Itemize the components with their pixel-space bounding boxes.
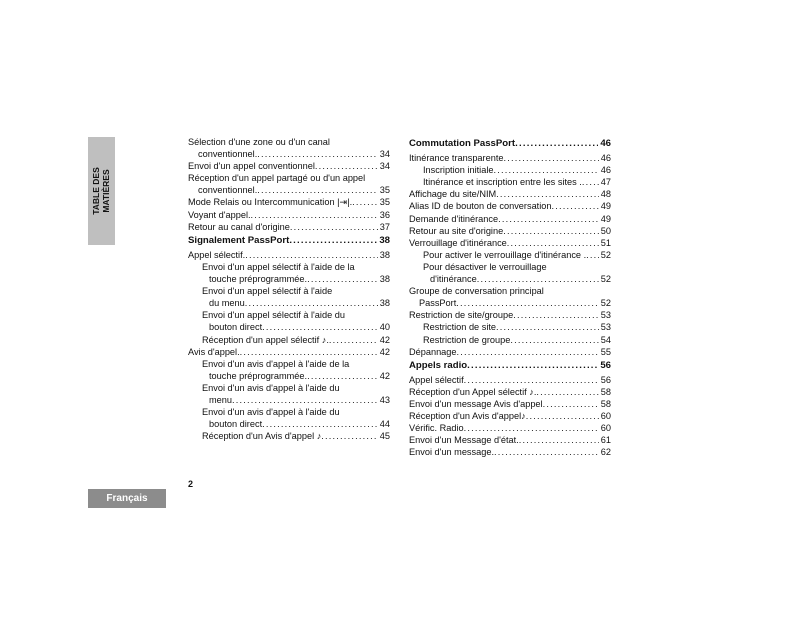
toc-page-number: 62 [600, 447, 611, 458]
toc-page-number: 50 [600, 225, 611, 236]
dot-leader [232, 394, 378, 406]
toc-page-number: 55 [600, 346, 611, 357]
dot-leader [552, 200, 599, 212]
toc-page-number: 42 [379, 370, 390, 381]
toc-entry-text: Envoi d'un avis d'appel à l'aide de la [202, 358, 350, 369]
dot-leader [321, 430, 377, 442]
toc-section-heading[interactable] [188, 235, 390, 247]
dot-leader [290, 221, 378, 233]
toc-entry[interactable] [188, 209, 390, 221]
toc-entry[interactable] [188, 160, 390, 172]
toc-entry-text: Envoi d'un Message d'état. [409, 435, 519, 446]
dot-leader [504, 152, 599, 164]
dot-leader [519, 434, 599, 446]
dot-leader [307, 370, 378, 382]
toc-right-column [409, 136, 611, 458]
toc-entry[interactable] [409, 309, 611, 321]
dot-leader [289, 235, 377, 247]
table-of-contents-tab-label: TABLE DES MATIÈRES [91, 167, 111, 215]
dot-leader [477, 273, 599, 285]
dot-leader [262, 418, 378, 430]
toc-entry[interactable] [409, 334, 611, 346]
toc-page-number: 36 [379, 209, 390, 220]
toc-page-number: 38 [379, 274, 390, 285]
toc-page-number: 40 [379, 322, 390, 333]
dot-leader [496, 321, 599, 333]
toc-page-number: 49 [600, 201, 611, 212]
toc-entry-text: Envoi d'un message Avis d'appel [409, 398, 543, 409]
language-tab: Français [88, 489, 166, 508]
dot-leader [582, 176, 599, 188]
toc-entry[interactable] [188, 249, 390, 261]
toc-page-number: 52 [600, 249, 611, 260]
toc-entry-text: Alias ID de bouton de conversation [409, 201, 552, 212]
toc-entry-text: Commutation PassPort [409, 138, 516, 149]
toc-page-number: 46 [600, 138, 611, 149]
toc-entry-text: Affichage du site/NIM [409, 189, 497, 200]
dot-leader [513, 309, 599, 321]
toc-entry[interactable] [409, 176, 611, 188]
toc-entry[interactable] [188, 136, 390, 160]
toc-entry[interactable] [188, 430, 390, 442]
dot-leader [507, 237, 599, 249]
toc-entry-text: Itinérance transparente [409, 153, 504, 164]
toc-page-number: 56 [600, 374, 611, 385]
toc-entry[interactable] [409, 213, 611, 225]
toc-entry-text: d'itinérance [430, 274, 477, 285]
toc-page-number: 60 [600, 411, 611, 422]
toc-entry[interactable] [188, 221, 390, 233]
dot-leader [510, 334, 598, 346]
toc-page-number: 35 [379, 197, 390, 208]
toc-page-number: 58 [600, 398, 611, 409]
toc-entry-text: Restriction de groupe [423, 334, 511, 345]
toc-page-number: 34 [379, 149, 390, 160]
toc-page-number: 42 [379, 346, 390, 357]
toc-entry[interactable] [188, 406, 390, 430]
dot-leader [262, 321, 378, 333]
toc-entry-text: Retour au site d'origine [409, 225, 504, 236]
toc-entry-text: Réception d'un Appel sélectif ♪. [409, 386, 537, 397]
dot-leader [467, 360, 598, 372]
toc-entry-text: touche préprogrammée. [209, 370, 308, 381]
dot-leader [493, 164, 598, 176]
toc-entry-text: Réception d'un Avis d'appel ♪ [202, 431, 322, 442]
toc-entry-text: Voyant d'appel. [188, 209, 251, 220]
toc-entry-text: Appel sélectif [409, 374, 464, 385]
toc-entry-text: conventionnel. [198, 149, 258, 160]
dot-leader [457, 346, 599, 358]
toc-entry[interactable] [409, 200, 611, 212]
toc-entry-text: Avis d'appel. [188, 346, 240, 357]
toc-entry[interactable] [188, 196, 390, 208]
toc-entry-text: Envoi d'un appel sélectif à l'aide de la [202, 261, 355, 272]
toc-page-number: 38 [379, 249, 390, 260]
toc-entry-text: Appel sélectif. [188, 249, 246, 260]
toc-page-number: 44 [379, 419, 390, 430]
toc-entry[interactable] [188, 172, 390, 196]
toc-section-heading[interactable] [409, 360, 611, 372]
toc-page-number: 53 [600, 322, 611, 333]
toc-entry-text: touche préprogrammée. [209, 274, 308, 285]
toc-entry[interactable] [188, 382, 390, 406]
dot-leader [515, 138, 598, 150]
dot-leader [307, 273, 378, 285]
toc-entry-text: bouton direct [209, 322, 263, 333]
dot-leader [526, 410, 599, 422]
toc-page-number: 42 [379, 334, 390, 345]
toc-entry[interactable] [409, 261, 611, 285]
dot-leader [536, 386, 598, 398]
toc-page-number: 45 [379, 431, 390, 442]
toc-page-number: 61 [600, 435, 611, 446]
toc-entry-text: conventionnel. [198, 185, 258, 196]
toc-page-number: 37 [379, 221, 390, 232]
dot-leader [245, 297, 378, 309]
toc-page-number: 51 [600, 237, 611, 248]
toc-page-number: 34 [379, 161, 390, 172]
toc-entry[interactable] [409, 398, 611, 410]
toc-page-number: 60 [600, 423, 611, 434]
toc-entry[interactable] [409, 225, 611, 237]
dot-leader [240, 346, 378, 358]
toc-entry-text: Réception d'un Avis d'appel♪ [409, 411, 526, 422]
toc-entry-text: du menu [209, 298, 245, 309]
toc-entry-text: Pour activer le verrouillage d'itinérance . [423, 249, 587, 260]
toc-entry-text: bouton direct [209, 419, 263, 430]
toc-entry[interactable] [409, 152, 611, 164]
toc-entry-text: Mode Relais ou Intercommunication |⇥|. [188, 197, 353, 208]
toc-entry-text: Pour désactiver le verrouillage [423, 261, 547, 272]
toc-entry[interactable] [409, 346, 611, 358]
dot-leader [315, 160, 378, 172]
toc-page-number: 46 [600, 165, 611, 176]
toc-entry-text: Restriction de site/groupe [409, 310, 514, 321]
toc-entry-text: Envoi d'un appel sélectif à l'aide [202, 286, 333, 297]
toc-entry[interactable] [188, 346, 390, 358]
toc-entry-text: Dépannage [409, 346, 457, 357]
toc-entry[interactable] [188, 358, 390, 382]
dot-leader [464, 374, 599, 386]
toc-entry[interactable] [409, 285, 611, 309]
toc-entry-text: Signalement PassPort [188, 234, 290, 246]
toc-entry[interactable] [188, 285, 390, 309]
toc-entry-text: Envoi d'un avis d'appel à l'aide du [202, 382, 340, 393]
toc-entry-text: Inscription initiale [423, 165, 494, 176]
dot-leader [257, 148, 378, 160]
dot-leader [586, 249, 599, 261]
toc-entry[interactable] [188, 334, 390, 346]
toc-page-number: 48 [600, 189, 611, 200]
toc-entry-text: Envoi d'un message. [409, 447, 495, 458]
toc-entry[interactable] [409, 434, 611, 446]
toc-page-number: 54 [600, 334, 611, 345]
toc-entry[interactable] [409, 164, 611, 176]
toc-left-column [188, 136, 390, 442]
page-number: 2 [188, 479, 194, 489]
toc-entry-text: Réception d'un appel sélectif ♪. [202, 334, 329, 345]
toc-entry[interactable] [409, 422, 611, 434]
toc-page-number: 49 [600, 213, 611, 224]
toc-entry[interactable] [409, 249, 611, 261]
dot-leader [456, 297, 598, 309]
toc-entry-text: Groupe de conversation principal [409, 286, 544, 297]
toc-entry[interactable] [409, 188, 611, 200]
toc-entry[interactable] [409, 374, 611, 386]
toc-page-number: 38 [379, 234, 390, 246]
dot-leader [257, 184, 378, 196]
toc-page-number: 46 [600, 153, 611, 164]
toc-entry[interactable] [188, 309, 390, 333]
toc-section-heading[interactable] [409, 138, 611, 150]
toc-entry-text: Envoi d'un appel conventionnel [188, 161, 315, 172]
dot-leader [245, 249, 378, 261]
toc-entry-text: Envoi d'un appel sélectif à l'aide du [202, 310, 345, 321]
toc-entry-text: Restriction de site [423, 322, 497, 333]
toc-entry-text: PassPort [419, 298, 457, 309]
toc-entry[interactable] [188, 261, 390, 285]
toc-entry[interactable] [409, 321, 611, 333]
toc-page-number: 56 [600, 359, 611, 371]
toc-page-number: 58 [600, 386, 611, 397]
dot-leader [352, 196, 378, 208]
toc-entry-text: Verrouillage d'itinérance [409, 237, 507, 248]
dot-leader [503, 225, 599, 237]
table-of-contents-tab [88, 137, 115, 245]
toc-page-number: 35 [379, 185, 390, 196]
toc-entry-text: Retour au canal d'origine [188, 221, 290, 232]
toc-page-number: 53 [600, 310, 611, 321]
dot-leader [543, 398, 599, 410]
toc-page-number: 52 [600, 274, 611, 285]
dot-leader [498, 213, 599, 225]
toc-page-number: 52 [600, 298, 611, 309]
toc-entry[interactable] [409, 386, 611, 398]
toc-entry-text: Appels radio [409, 359, 468, 371]
toc-page-number: 38 [379, 298, 390, 309]
toc-page-number: 47 [600, 177, 611, 188]
toc-entry[interactable] [409, 237, 611, 249]
toc-entry-text: Sélection d'une zone ou d'un canal [188, 137, 330, 147]
toc-entry-text: Envoi d'un avis d'appel à l'aide du [202, 407, 340, 418]
dot-leader [494, 446, 599, 458]
toc-entry-text: Vérific. Radio [409, 423, 464, 434]
toc-entry-text: Réception d'un appel partagé ou d'un appel [188, 173, 366, 184]
toc-entry-text: Itinérance et inscription entre les sites . [423, 177, 582, 188]
toc-entry-text: Demande d'itinérance [409, 213, 499, 224]
dot-leader [329, 334, 378, 346]
dot-leader [251, 209, 378, 221]
toc-entry[interactable] [409, 410, 611, 422]
dot-leader [496, 188, 599, 200]
toc-entry-text: menu [209, 394, 232, 405]
dot-leader [464, 422, 599, 434]
toc-page-number: 43 [379, 394, 390, 405]
toc-entry[interactable] [409, 446, 611, 458]
